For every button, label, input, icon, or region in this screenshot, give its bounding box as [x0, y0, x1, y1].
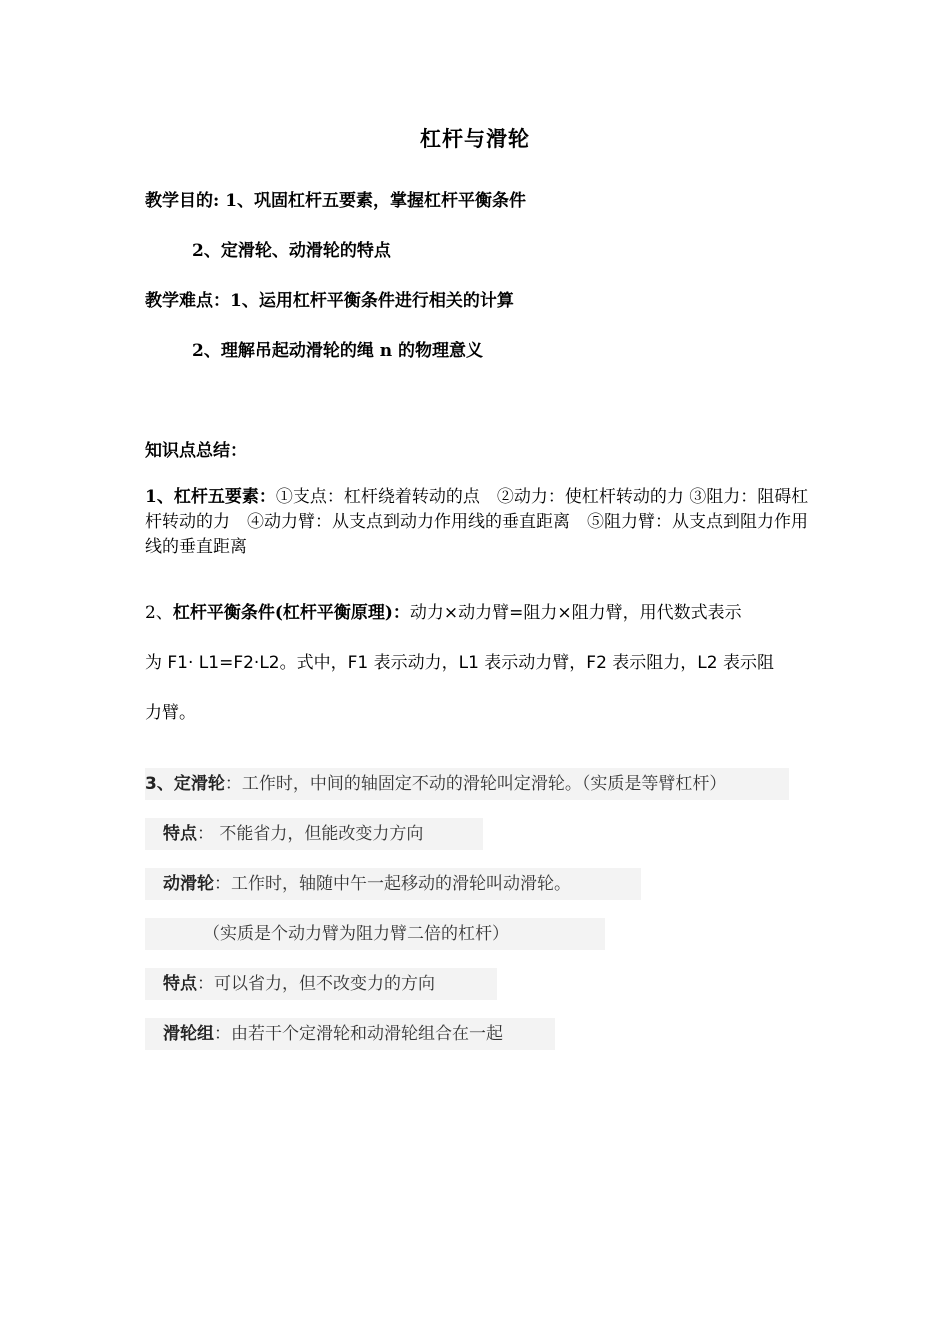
pulley-block-text: ：由若干个定滑轮和动滑轮组合在一起: [214, 1024, 503, 1044]
movable-feature-label: 特点: [163, 974, 197, 994]
pulley-block-line: [145, 1018, 555, 1050]
movable-pulley-note-line: [145, 918, 605, 950]
movable-pulley-line: [145, 868, 641, 900]
fixed-pulley-line: [145, 768, 789, 800]
movable-pulley-label: 动滑轮: [163, 874, 214, 894]
point-1-label: 1、杠杆五要素：: [145, 487, 276, 507]
fixed-feature-text: ： 不能省力，但能改变力方向: [197, 824, 424, 844]
difficulties-item-1: 1、运用杠杆平衡条件进行相关的计算: [230, 291, 514, 311]
goals-item-1: 1、巩固杠杆五要素，掌握杠杆平衡条件: [225, 191, 527, 211]
page-title: 杠杆与滑轮: [420, 126, 530, 151]
point-2-line-3: 力臂。: [145, 703, 196, 723]
summary-heading: 知识点总结：: [145, 441, 247, 461]
difficulties-label: 教学难点：: [145, 291, 230, 311]
point-2-line-1: [145, 598, 742, 623]
movable-pulley-text: ：工作时，轴随中午一起移动的滑轮叫动滑轮。: [214, 874, 571, 894]
fixed-feature-label: 特点: [163, 824, 197, 844]
movable-pulley-note: （实质是个动力臂为阻力臂二倍的杠杆）: [203, 924, 509, 944]
point-2-label: 杠杆平衡条件(杠杆平衡原理)：: [172, 603, 410, 623]
difficulties-line-1: [145, 286, 514, 311]
point-1-paragraph: [145, 485, 809, 560]
fixed-pulley-label: 3、定滑轮: [145, 774, 225, 794]
goals-item-2: 2、定滑轮、动滑轮的特点: [192, 241, 391, 261]
goals-label: 教学目的:: [145, 191, 220, 211]
goals-line-1: [145, 186, 526, 211]
point-2-number: 2、: [145, 603, 173, 623]
movable-pulley-feature-line: [145, 968, 497, 1000]
point-2-line-1-rest: 动力×动力臂=阻力×阻力臂，用代数式表示: [409, 603, 742, 623]
pulley-block-label: 滑轮组: [163, 1024, 214, 1044]
fixed-pulley-feature-line: [145, 818, 483, 850]
difficulties-item-2: 2、理解吊起动滑轮的绳 n 的物理意义: [192, 341, 484, 361]
point-2-line-2: 为 F1· L1=F2·L2。式中，F1 表示动力，L1 表示动力臂，F2 表示阻力，L2 表示阻: [145, 653, 774, 673]
point-1-text: ①支点：杠杆绕着转动的点 ②动力：使杠杆转动的力 ③阻力：阻碍杠杆转动的力 ④动力臂：从支点到动力作用线的垂直距离 ⑤阻力臂：从支点到阻力作用线的垂直距离: [145, 487, 809, 557]
movable-feature-text: ：可以省力，但不改变力的方向: [197, 974, 435, 994]
fixed-pulley-text: ：工作时，中间的轴固定不动的滑轮叫定滑轮。（实质是等臂杠杆）: [224, 774, 727, 794]
